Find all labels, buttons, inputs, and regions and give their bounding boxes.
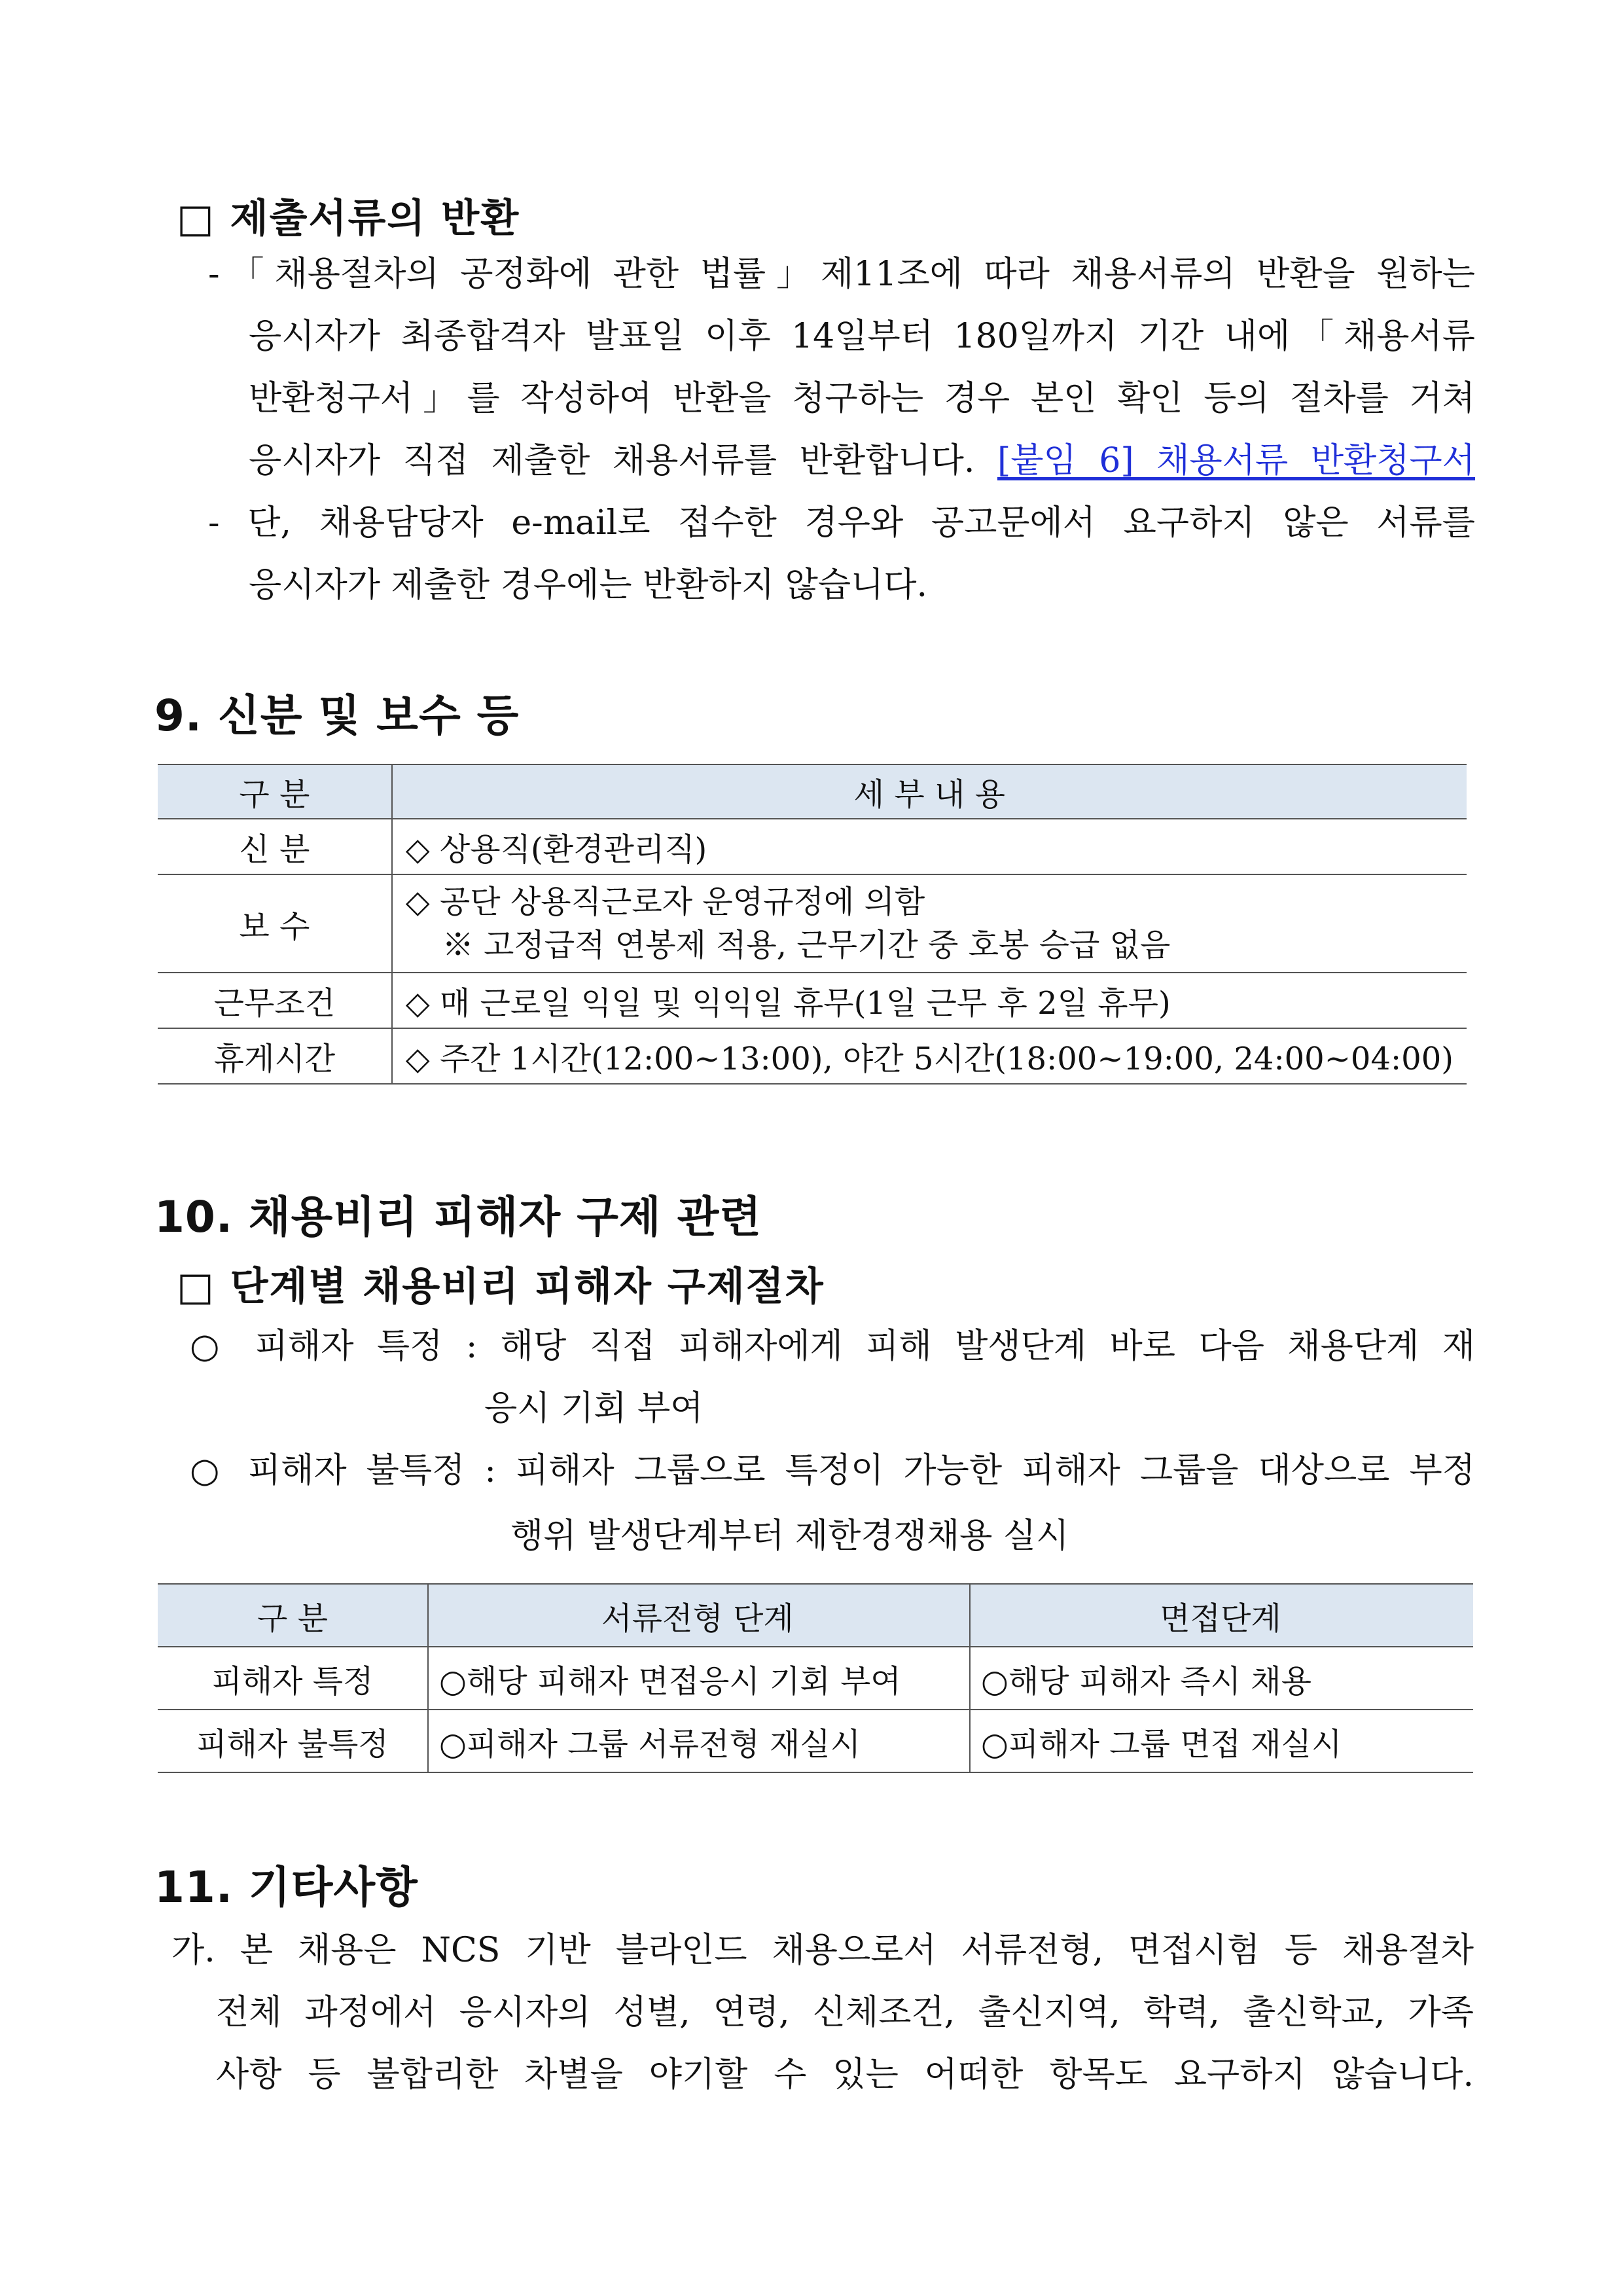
row-detail-note: ※ 고정급적 연봉제 적용, 근무기간 중 호봉 승급 없음 (442, 927, 1171, 963)
table-row (158, 1028, 1467, 1084)
misc-line3: 사항 등 불합리한 차별을 야기할 수 있는 어떠한 항목도 요구하지 않습니다. (216, 2055, 1474, 2094)
row-label: 피해자 불특정 (158, 1710, 428, 1772)
return-bullet1-line4-text: 응시자가 직접 제출한 채용서류를 반환합니다. (249, 441, 975, 480)
table-header-row (158, 1584, 1473, 1647)
row-label: 피해자 특정 (158, 1647, 428, 1710)
victim-specific-line2: 응시 기회 부여 (484, 1389, 704, 1428)
victim-specific-line1: ○ 피해자 특정 : 해당 직접 피해자에게 피해 발생단계 바로 다음 채용단계 재 (190, 1327, 1475, 1366)
row-label: 신 분 (158, 819, 392, 874)
row-label: 근무조건 (158, 973, 392, 1028)
section-return-heading: □ 제출서류의 반환 (177, 196, 520, 242)
section11-heading: 11. 기타사항 (154, 1862, 418, 1912)
return-bullet1-line1: -「채용절차의 공정화에 관한 법률」제11조에 따라 채용서류의 반환을 원하는 (208, 255, 1475, 294)
row-detail: ◇ 주간 1시간(12:00~13:00), 야간 5시간(18:00~19:00, 24:00~04:00) (392, 1028, 1467, 1084)
row-document-stage: ○해당 피해자 면접응시 기회 부여 (428, 1647, 970, 1710)
misc-line2: 전체 과정에서 응시자의 성별, 연령, 신체조건, 출신지역, 학력, 출신학교, 가족 (216, 1993, 1474, 2032)
status-pay-table (158, 764, 1467, 1085)
table-header-row (158, 764, 1467, 819)
row-label: 휴게시간 (158, 1028, 392, 1084)
table-header-category: 구 분 (158, 764, 392, 819)
section10-subheading: □ 단계별 채용비리 피해자 구제절차 (177, 1264, 825, 1310)
attachment6-link[interactable]: [붙임 6] 채용서류 반환청구서 (997, 441, 1475, 480)
table-row (158, 1710, 1473, 1772)
victim-unspecific-line1: ○ 피해자 불특정 : 피해자 그룹으로 특정이 가능한 피해자 그룹을 대상으로 부정 (190, 1451, 1475, 1490)
table-header-details: 세 부 내 용 (392, 764, 1467, 819)
misc-line1: 가. 본 채용은 NCS 기반 블라인드 채용으로서 서류전형, 면접시험 등 채용절차 (171, 1931, 1474, 1970)
table-row (158, 874, 1467, 973)
return-bullet1-line2: 응시자가 최종합격자 발표일 이후 14일부터 180일까지 기간 내에「채용서류 (249, 317, 1475, 356)
row-detail (392, 874, 1467, 973)
row-detail: ◇ 상용직(환경관리직) (392, 819, 1467, 874)
table-header-interview-stage: 면접단계 (970, 1584, 1473, 1647)
row-document-stage: ○피해자 그룹 서류전형 재실시 (428, 1710, 970, 1772)
row-interview-stage: ○해당 피해자 즉시 채용 (970, 1647, 1473, 1710)
victim-relief-table (158, 1583, 1473, 1773)
victim-unspecific-line2: 행위 발생단계부터 제한경쟁채용 실시 (510, 1516, 1069, 1556)
return-bullet2-line2: 응시자가 제출한 경우에는 반환하지 않습니다. (249, 565, 928, 605)
return-bullet1-line3: 반환청구서」를 작성하여 반환을 청구하는 경우 본인 확인 등의 절차를 거쳐 (249, 379, 1475, 418)
row-detail-line: ◇ 공단 상용직근로자 운영규정에 의함 (405, 884, 925, 920)
table-header-document-stage: 서류전형 단계 (428, 1584, 970, 1647)
table-row (158, 1647, 1473, 1710)
table-header-category: 구 분 (158, 1584, 428, 1647)
section10-heading: 10. 채용비리 피해자 구제 관련 (154, 1192, 762, 1242)
table-row (158, 973, 1467, 1028)
table-row (158, 819, 1467, 874)
return-bullet2-line1: - 단, 채용담당자 e-mail로 접수한 경우와 공고문에서 요구하지 않은 서류를 (208, 503, 1475, 543)
row-detail: ◇ 매 근로일 익일 및 익익일 휴무(1일 근무 후 2일 휴무) (392, 973, 1467, 1028)
section9-heading: 9. 신분 및 보수 등 (154, 691, 520, 741)
return-bullet1-line4 (249, 430, 1475, 492)
row-interview-stage: ○피해자 그룹 면접 재실시 (970, 1710, 1473, 1772)
row-label: 보 수 (158, 874, 392, 973)
